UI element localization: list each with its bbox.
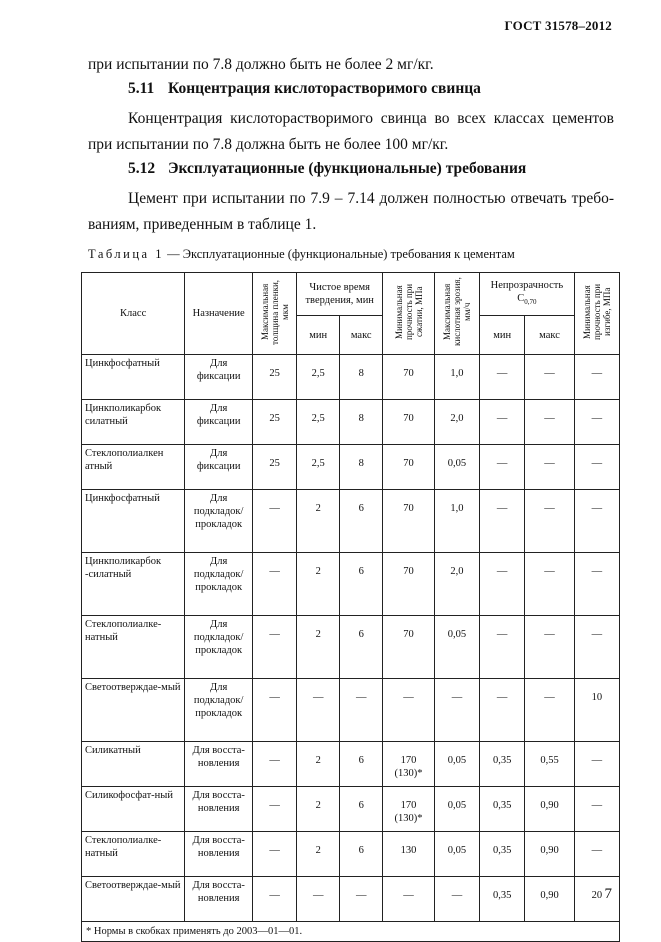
- header-time-max: макс: [340, 316, 383, 355]
- paragraph-5-12-line2: ваниям, приведенным в таблице 1.: [88, 216, 317, 233]
- cell-omin: —: [480, 355, 525, 400]
- cell-tmax: 8: [340, 400, 383, 445]
- table-caption-label: Таблица 1: [88, 247, 164, 261]
- cell-tmin: 2: [297, 787, 340, 832]
- cell-thick: 25: [253, 355, 297, 400]
- table-row: [82, 787, 620, 832]
- header-set-time: Чистое время твердения, мин: [297, 273, 383, 316]
- cell-tmax: 8: [340, 355, 383, 400]
- section-number: 5.11: [128, 80, 155, 97]
- cell-compress: 70: [383, 616, 435, 679]
- cell-thick: —: [253, 742, 297, 787]
- cell-purpose: Для подкладок/ прокладок: [185, 616, 253, 679]
- cell-tmin: 2: [297, 490, 340, 553]
- cell-omin: —: [480, 490, 525, 553]
- cell-thick: —: [253, 490, 297, 553]
- cell-flex: 10: [574, 679, 619, 742]
- header-opacity-label: Непрозрачность С: [490, 279, 564, 304]
- cell-omax: 0,55: [525, 742, 575, 787]
- cell-omin: 0,35: [480, 877, 525, 922]
- cell-omin: —: [480, 400, 525, 445]
- header-purpose: Назначение: [185, 273, 253, 355]
- cell-thick: 25: [253, 400, 297, 445]
- cell-compress: 70: [383, 445, 435, 490]
- cell-class: Стеклополиалке-натный: [82, 832, 185, 877]
- cell-class: Цинкполикарбок -силатный: [82, 553, 185, 616]
- cell-purpose: Для восста-новления: [185, 832, 253, 877]
- header-opacity-min: мин: [480, 316, 525, 355]
- header-flex: [574, 273, 619, 355]
- cell-tmin: 2,5: [297, 400, 340, 445]
- document-header: ГОСТ 31578–2012: [504, 18, 612, 33]
- table-caption: [88, 247, 515, 262]
- cell-omin: 0,35: [480, 742, 525, 787]
- cell-class: Светоотверждае-мый: [82, 877, 185, 922]
- table-row: [82, 445, 620, 490]
- cell-tmax: 6: [340, 616, 383, 679]
- cell-erosion: 0,05: [434, 616, 479, 679]
- cell-purpose: Для подкладок/ прокладок: [185, 490, 253, 553]
- table-row: [82, 490, 620, 553]
- cell-omax: —: [525, 445, 575, 490]
- cell-flex: —: [574, 616, 619, 679]
- cell-erosion: 2,0: [434, 400, 479, 445]
- cell-class: Цинкфосфатный: [82, 355, 185, 400]
- cell-tmin: 2: [297, 742, 340, 787]
- cell-flex: —: [574, 553, 619, 616]
- section-title: Концентрация кислоторастворимого свинца: [168, 80, 481, 97]
- cell-tmax: —: [340, 679, 383, 742]
- table-footnote-row: [82, 922, 620, 942]
- cell-flex: —: [574, 490, 619, 553]
- paragraph-lead: при испытании по 7.8 должно быть не более 2 мг/кг.: [88, 56, 434, 73]
- cell-tmax: 6: [340, 742, 383, 787]
- header-erosion: [434, 273, 479, 355]
- cell-flex: —: [574, 355, 619, 400]
- cell-omax: —: [525, 400, 575, 445]
- header-opacity-max: макс: [525, 316, 575, 355]
- cell-purpose: Для фиксации: [185, 355, 253, 400]
- table-row: [82, 742, 620, 787]
- cell-tmin: —: [297, 679, 340, 742]
- page-number: 7: [604, 886, 612, 902]
- header-flex-label: Минимальная прочность при изгибе, МПа: [581, 283, 612, 340]
- cell-tmin: 2: [297, 616, 340, 679]
- cell-flex: —: [574, 445, 619, 490]
- cell-flex: —: [574, 832, 619, 877]
- cell-purpose: Для фиксации: [185, 445, 253, 490]
- section-heading-5-11: [128, 80, 481, 98]
- cell-omin: 0,35: [480, 787, 525, 832]
- cell-omax: 0,90: [525, 877, 575, 922]
- cell-class: Силикатный: [82, 742, 185, 787]
- cell-compress: 70: [383, 355, 435, 400]
- cell-erosion: —: [434, 679, 479, 742]
- cell-erosion: 1,0: [434, 355, 479, 400]
- cell-omax: 0,90: [525, 832, 575, 877]
- cell-class: Стеклополиалкен атный: [82, 445, 185, 490]
- cell-omax: —: [525, 490, 575, 553]
- cell-thick: —: [253, 787, 297, 832]
- cell-erosion: 0,05: [434, 787, 479, 832]
- cell-compress: —: [383, 679, 435, 742]
- header-thickness: [253, 273, 297, 355]
- table-row: [82, 832, 620, 877]
- requirements-table: [81, 272, 620, 942]
- cell-tmin: —: [297, 877, 340, 922]
- cell-compress: 170 (130)*: [383, 742, 435, 787]
- header-compress-label: Минимальная прочность при сжатии, МПа: [393, 283, 424, 340]
- cell-erosion: —: [434, 877, 479, 922]
- cell-purpose: Для восста-новления: [185, 877, 253, 922]
- header-opacity-sub: 0,70: [524, 298, 537, 307]
- cell-omax: —: [525, 553, 575, 616]
- cell-omin: 0,35: [480, 832, 525, 877]
- cell-tmax: 6: [340, 553, 383, 616]
- cell-omax: —: [525, 616, 575, 679]
- cell-thick: —: [253, 877, 297, 922]
- cell-thick: —: [253, 679, 297, 742]
- header-thickness-label: Максимальная толщина пленки, мкм: [259, 278, 290, 345]
- cell-tmax: 8: [340, 445, 383, 490]
- table-row: [82, 877, 620, 922]
- cell-flex: —: [574, 742, 619, 787]
- cell-thick: —: [253, 616, 297, 679]
- cell-purpose: Для восста-новления: [185, 787, 253, 832]
- cell-compress: 130: [383, 832, 435, 877]
- cell-class: Цинкфосфатный: [82, 490, 185, 553]
- cell-tmax: 6: [340, 787, 383, 832]
- cell-omax: 0,90: [525, 787, 575, 832]
- cell-tmin: 2,5: [297, 445, 340, 490]
- cell-class: Силикофосфат-ный: [82, 787, 185, 832]
- cell-erosion: 1,0: [434, 490, 479, 553]
- paragraph-5-12-line1: Цемент при испытании по 7.9 – 7.14 должен полностью отвечать требо-: [128, 190, 614, 207]
- cell-omin: —: [480, 616, 525, 679]
- cell-tmin: 2: [297, 832, 340, 877]
- table-caption-text: — Эксплуатационные (функциональные) требования к цементам: [167, 247, 515, 261]
- header-erosion-label: Максимальная кислотная эрозия, мм/ч: [441, 277, 472, 346]
- cell-purpose: Для подкладок/ прокладок: [185, 679, 253, 742]
- cell-flex: 20: [574, 877, 619, 922]
- header-class: Класс: [82, 273, 185, 355]
- cell-tmax: 6: [340, 832, 383, 877]
- cell-thick: 25: [253, 445, 297, 490]
- cell-purpose: Для восста-новления: [185, 742, 253, 787]
- header-time-min: мин: [297, 316, 340, 355]
- cell-compress: 170 (130)*: [383, 787, 435, 832]
- cell-omin: —: [480, 553, 525, 616]
- cell-omax: —: [525, 679, 575, 742]
- cell-omin: —: [480, 679, 525, 742]
- cell-erosion: 0,05: [434, 742, 479, 787]
- table-footnote: * Нормы в скобках применять до 2003—01—01.: [82, 922, 620, 942]
- cell-omin: —: [480, 445, 525, 490]
- cell-thick: —: [253, 832, 297, 877]
- cell-compress: 70: [383, 400, 435, 445]
- cell-tmax: —: [340, 877, 383, 922]
- section-title: Эксплуатационные (функциональные) требования: [168, 160, 527, 177]
- cell-class: Цинкполикарбок силатный: [82, 400, 185, 445]
- paragraph-5-11-line2: при испытании по 7.8 должна быть не более 100 мг/кг.: [88, 136, 449, 153]
- cell-tmax: 6: [340, 490, 383, 553]
- cell-erosion: 2,0: [434, 553, 479, 616]
- cell-class: Светоотверждае-мый: [82, 679, 185, 742]
- cell-tmin: 2,5: [297, 355, 340, 400]
- header-compress: [383, 273, 435, 355]
- section-number: 5.12: [128, 160, 156, 177]
- cell-compress: —: [383, 877, 435, 922]
- cell-thick: —: [253, 553, 297, 616]
- header-opacity: [480, 273, 575, 316]
- cell-flex: —: [574, 787, 619, 832]
- table-row: [82, 400, 620, 445]
- cell-erosion: 0,05: [434, 832, 479, 877]
- cell-purpose: Для подкладок/ прокладок: [185, 553, 253, 616]
- cell-tmin: 2: [297, 553, 340, 616]
- cell-compress: 70: [383, 490, 435, 553]
- cell-flex: —: [574, 400, 619, 445]
- cell-omax: —: [525, 355, 575, 400]
- cell-compress: 70: [383, 553, 435, 616]
- table-row: [82, 679, 620, 742]
- table-row: [82, 355, 620, 400]
- cell-purpose: Для фиксации: [185, 400, 253, 445]
- table-row: [82, 553, 620, 616]
- section-heading-5-12: [128, 160, 526, 178]
- paragraph-5-11-line1: Концентрация кислоторастворимого свинца во всех классах цементов: [128, 110, 614, 127]
- cell-erosion: 0,05: [434, 445, 479, 490]
- table-row: [82, 616, 620, 679]
- cell-class: Стеклополиалке-натный: [82, 616, 185, 679]
